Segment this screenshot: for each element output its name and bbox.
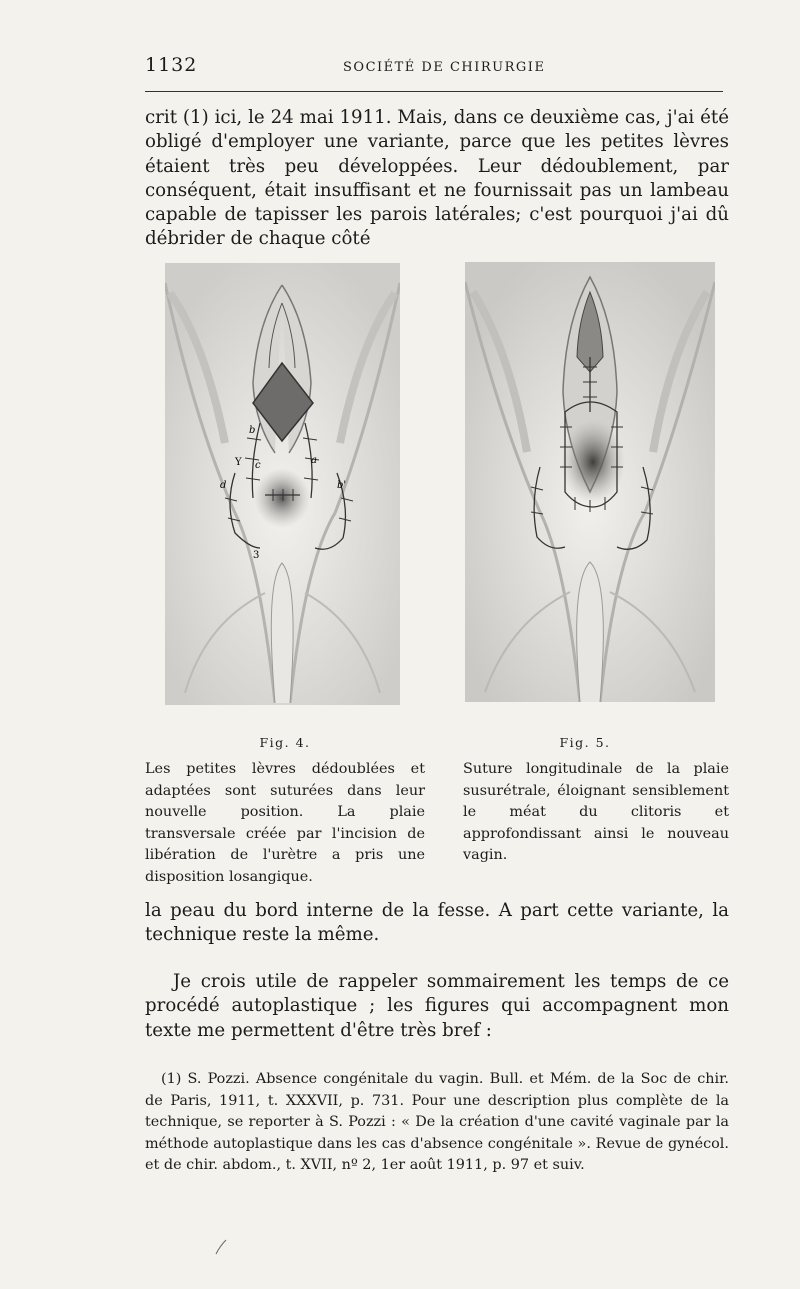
fig4-label-y: Y xyxy=(235,457,242,468)
running-head: SOCIÉTÉ DE CHIRURGIE xyxy=(343,60,546,75)
figure-4-caption: Les petites lèvres dédoublées et adaptées sont suturées dans leur nouvelle position. La plaie transversale créée par l'incision de libération de l'urètre a pris une disposition losangique. xyxy=(145,761,425,885)
fig4-label-a: a xyxy=(311,455,317,466)
figure-4-illustration xyxy=(165,263,400,705)
figure-5-label: Fig. 5. xyxy=(559,735,611,750)
body-paragraph-1: crit (1) ici, le 24 mai 1911. Mais, dans ce deuxième cas, j'ai été obligé d'employer une variante, parce que les petites lèvres étaient très peu développées. Leur dédoublement, par conséquent, était insuffisant et ne fournissait pas un lambeau capable de tapisser les parois latérales; c'est pourquoi j'ai dû débrider de chaque côté xyxy=(145,107,729,250)
footnote: (1) S. Pozzi. Absence congénitale du vagin. Bull. et Mém. de la Soc de chir. de Paris, 1911, t. XXXVII, p. 731. Pour une description plus complète de la technique, se reporter à S. Pozzi : « De la création d'une cavité vaginale par la méthode autoplastique dans les cas d'absence congénitale ». Revue de gynécol. et de chir. abdom., t. XVII, nº 2, 1er août 1911, p. 97 et suiv. xyxy=(145,1071,729,1173)
page-header xyxy=(145,54,723,82)
figure-4-label: Fig. 4. xyxy=(259,735,311,750)
fig4-label-3: 3 xyxy=(253,550,260,561)
figure-5-illustration xyxy=(465,262,715,702)
body-paragraph-3: Je crois utile de rappeler sommairement les temps de ce procédé autoplastique ; les figures qui accompagnent mon texte me permettent d'être très bref : xyxy=(145,971,729,1041)
page-number: 1132 xyxy=(145,54,198,76)
figure-4-drawing xyxy=(165,263,400,705)
figure-5-drawing xyxy=(465,262,715,702)
header-rule xyxy=(145,91,723,92)
fig4-label-d: d xyxy=(220,480,227,491)
stray-pen-mark xyxy=(212,1236,232,1256)
fig4-label-c: c xyxy=(255,460,261,471)
fig4-label-bprime: b' xyxy=(337,480,347,491)
body-paragraph-2: la peau du bord interne de la fesse. A part cette variante, la technique reste la même. xyxy=(145,900,729,946)
figure-5-caption: Suture longitudinale de la plaie susurétrale, éloignant sensiblement le méat du clitoris et approfondissant ainsi le nouveau vagin. xyxy=(463,761,729,863)
fig4-label-b: b xyxy=(249,425,256,436)
